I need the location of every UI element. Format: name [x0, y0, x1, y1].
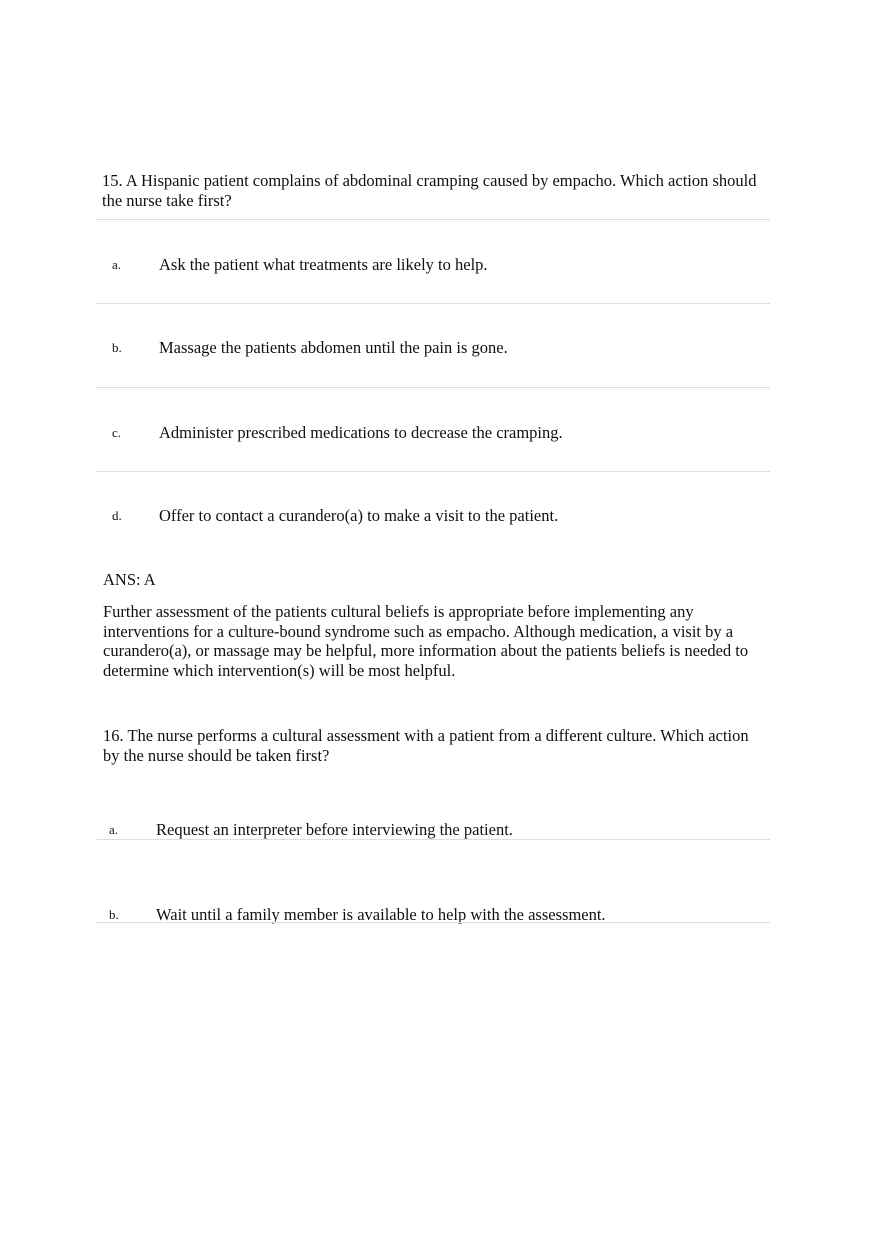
divider	[96, 387, 770, 388]
divider	[96, 471, 770, 472]
option-text-d: Offer to contact a curandero(a) to make a visit to the patient.	[159, 506, 559, 525]
option-text-c: Administer prescribed medications to decrease the cramping.	[159, 423, 563, 442]
divider	[96, 303, 770, 304]
rationale: Further assessment of the patients cultural beliefs is appropriate before implementing any interventions for a culture-bound syndrome such as empacho. Although medication, a visit by a curandero(a), or massage may be helpful, more information about the patients beliefs is needed to determine which intervention(s) will be most helpful.	[103, 602, 749, 680]
answer-key: ANS: A	[103, 570, 156, 589]
option-text-a: Ask the patient what treatments are likely to help.	[159, 255, 488, 274]
question-16-stem: 16. The nurse performs a cultural assessment with a patient from a different culture. Which action by the nurse should be taken first?	[103, 726, 749, 765]
question-15-stem: 15. A Hispanic patient complains of abdominal cramping caused by empacho. Which action should the nurse take first?	[102, 171, 757, 210]
divider	[96, 839, 770, 840]
option-letter-b: b.	[112, 340, 122, 355]
option-letter-d: d.	[112, 508, 122, 523]
option-text-b: Massage the patients abdomen until the pain is gone.	[159, 338, 508, 357]
divider	[96, 922, 770, 923]
option-text-b: Wait until a family member is available to help with the assessment.	[156, 905, 606, 924]
option-letter-a: a.	[112, 257, 122, 272]
option-letter-b: b.	[109, 907, 119, 922]
divider	[96, 219, 770, 220]
option-text-a: Request an interpreter before interviewing the patient.	[156, 820, 513, 839]
option-letter-c: c.	[112, 425, 122, 440]
option-letter-a: a.	[109, 822, 119, 837]
